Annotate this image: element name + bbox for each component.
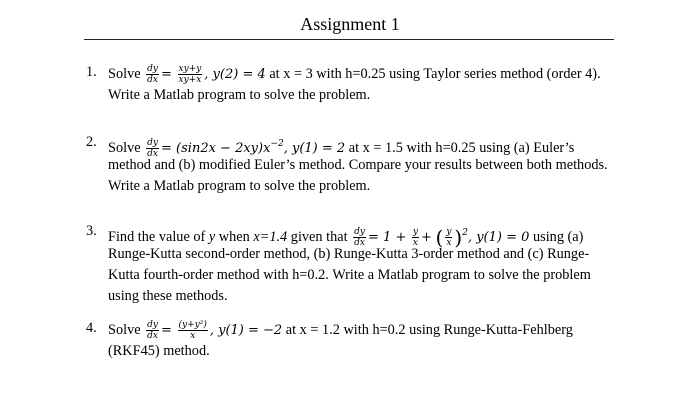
- question-text-line: method and (b) modified Euler’s method. Compare your results between both methods.: [108, 157, 608, 173]
- y-over-x-fraction-squared: $\frac{y}{x}$: [446, 226, 452, 248]
- initial-condition: , y(1) = 0: [467, 229, 530, 245]
- question-text-line: using these methods.: [108, 288, 228, 304]
- question-text-line: Runge-Kutta second-order method, (b) Runge-Kutta 3-order method and (c) Runge-: [108, 246, 590, 262]
- initial-condition: , y(2) = 4: [204, 67, 266, 82]
- rhs-expression: = 1 +: [368, 229, 407, 245]
- question-number: 4.: [86, 320, 97, 336]
- equals-sign: =: [161, 323, 172, 338]
- rhs-fraction: $\frac{xy+y}{xy+x}$: [178, 64, 202, 86]
- derivative-fraction: $\frac{dy}{dx}$: [147, 320, 159, 342]
- derivative-fraction: $\frac{dy}{dx}$: [354, 226, 366, 248]
- page-title: Assignment 1: [300, 14, 400, 34]
- question-line: [108, 320, 606, 341]
- question-text: at x = 1.2 with h=0.2 using Runge-Kutta-Fehlberg: [282, 322, 573, 338]
- right-paren: ): [454, 225, 463, 250]
- question-text-line: Kutta fourth-order method with h=0.2. Write a Matlab program to solve the problem: [108, 267, 591, 283]
- rhs-fraction: $\frac{\text{(y+y²)}}{x}$: [178, 320, 207, 342]
- variable-y: y: [208, 228, 216, 245]
- question-text: given that: [287, 228, 352, 245]
- question-number: 2.: [86, 134, 97, 150]
- question-line: [108, 223, 606, 250]
- left-paren: (: [435, 225, 444, 250]
- initial-condition: , y(1) = 2: [283, 140, 346, 156]
- question-text: at x = 3 with h=0.25 using Taylor series method (order 4).: [265, 66, 601, 82]
- question-text: Find the value of: [108, 228, 209, 245]
- question-line: [108, 64, 606, 85]
- rhs-expression: = (sin2x − 2xy)x: [161, 140, 271, 156]
- question-text-line: Write a Matlab program to solve the problem.: [108, 178, 371, 194]
- question-text: at x = 1.5 with h=0.25 using (a) Euler’s: [345, 139, 575, 156]
- solve-label: Solve: [108, 322, 141, 338]
- question-number: 1.: [86, 64, 97, 80]
- initial-condition: , y(1) = −2: [209, 323, 283, 338]
- question-line: [108, 134, 606, 159]
- question-text-line: (RKF45) method.: [108, 343, 210, 359]
- solve-label: Solve: [108, 139, 141, 156]
- x-value: x=1.4: [253, 228, 288, 245]
- question-text: using (a): [529, 228, 584, 245]
- solve-label: Solve: [108, 66, 141, 82]
- exponent: 2: [462, 228, 468, 238]
- question-number: 3.: [86, 223, 97, 239]
- title-divider: [84, 39, 614, 40]
- question-text: when: [215, 228, 254, 245]
- plus-sign: +: [421, 229, 432, 245]
- derivative-fraction: $\frac{dy}{dx}$: [147, 64, 159, 86]
- derivative-fraction: $\frac{dy}{dx}$: [147, 137, 159, 159]
- y-over-x-fraction: $\frac{y}{x}$: [412, 226, 419, 248]
- question-text-line: Write a Matlab program to solve the problem.: [108, 87, 371, 103]
- exponent: −2: [270, 139, 284, 149]
- equals-sign: =: [161, 67, 172, 82]
